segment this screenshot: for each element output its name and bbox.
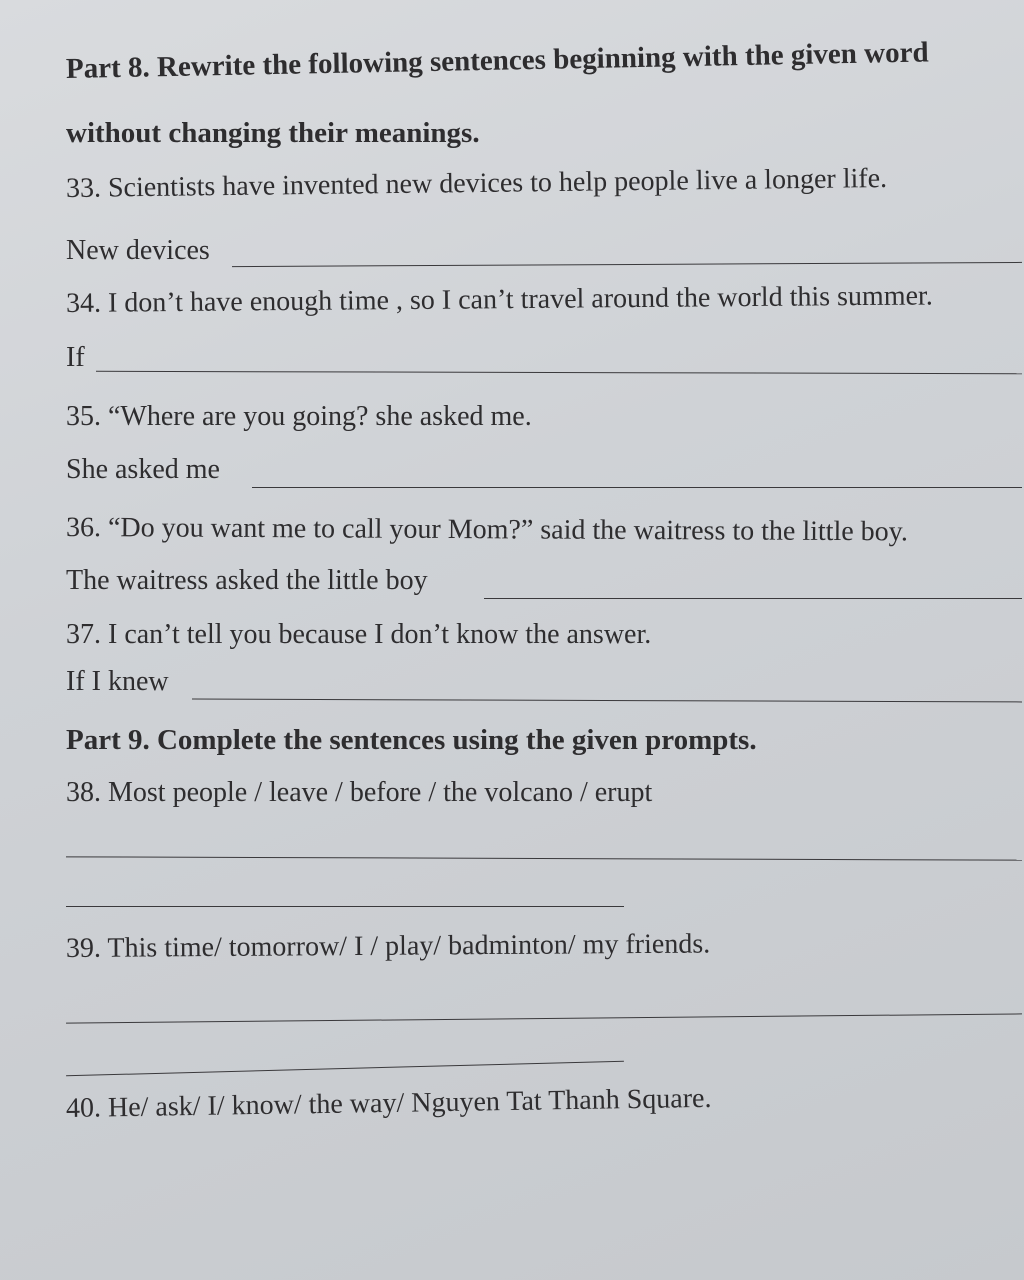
q37-answer-line[interactable] bbox=[192, 699, 1022, 703]
q33-answer-line[interactable] bbox=[232, 262, 1022, 267]
question-35: 35. “Where are you going? she asked me. bbox=[66, 401, 532, 432]
q33-prompt: New devices bbox=[66, 235, 210, 266]
part8-heading-line2: without changing their meanings. bbox=[66, 117, 480, 149]
question-37: 37. I can’t tell you because I don’t know the answer. bbox=[66, 619, 652, 650]
question-39: 39. This time/ tomorrow/ I / play/ badminton/ my friends. bbox=[65, 928, 711, 964]
q39-answer-line-1[interactable] bbox=[66, 1013, 1022, 1023]
part8-heading-line1: Part 8. Rewrite the following sentences beginning with the given word bbox=[65, 36, 929, 85]
question-34: 34. I don’t have enough time , so I can’t travel around the world this summer. bbox=[65, 280, 933, 319]
q39-answer-line-2[interactable] bbox=[66, 1061, 624, 1077]
q38-answer-line-2[interactable] bbox=[66, 906, 624, 907]
q38-answer-line-1[interactable] bbox=[66, 856, 1022, 860]
question-33: 33. Scientists have invented new devices to help people live a longer life. bbox=[65, 162, 888, 204]
q35-answer-line[interactable] bbox=[252, 487, 1022, 488]
q37-prompt: If I knew bbox=[66, 666, 169, 697]
question-38: 38. Most people / leave / before / the volcano / erupt bbox=[66, 777, 653, 808]
q36-prompt: The waitress asked the little boy bbox=[66, 565, 428, 596]
q34-answer-line[interactable] bbox=[96, 371, 1022, 374]
question-40: 40. He/ ask/ I/ know/ the way/ Nguyen Tat Thanh Square. bbox=[65, 1082, 712, 1124]
q35-prompt: She asked me bbox=[66, 454, 220, 485]
q34-prompt: If bbox=[66, 342, 85, 373]
q36-answer-line[interactable] bbox=[484, 598, 1022, 599]
question-36: 36. “Do you want me to call your Mom?” said the waitress to the little boy. bbox=[65, 512, 908, 548]
part9-heading: Part 9. Complete the sentences using the given prompts. bbox=[66, 724, 757, 756]
